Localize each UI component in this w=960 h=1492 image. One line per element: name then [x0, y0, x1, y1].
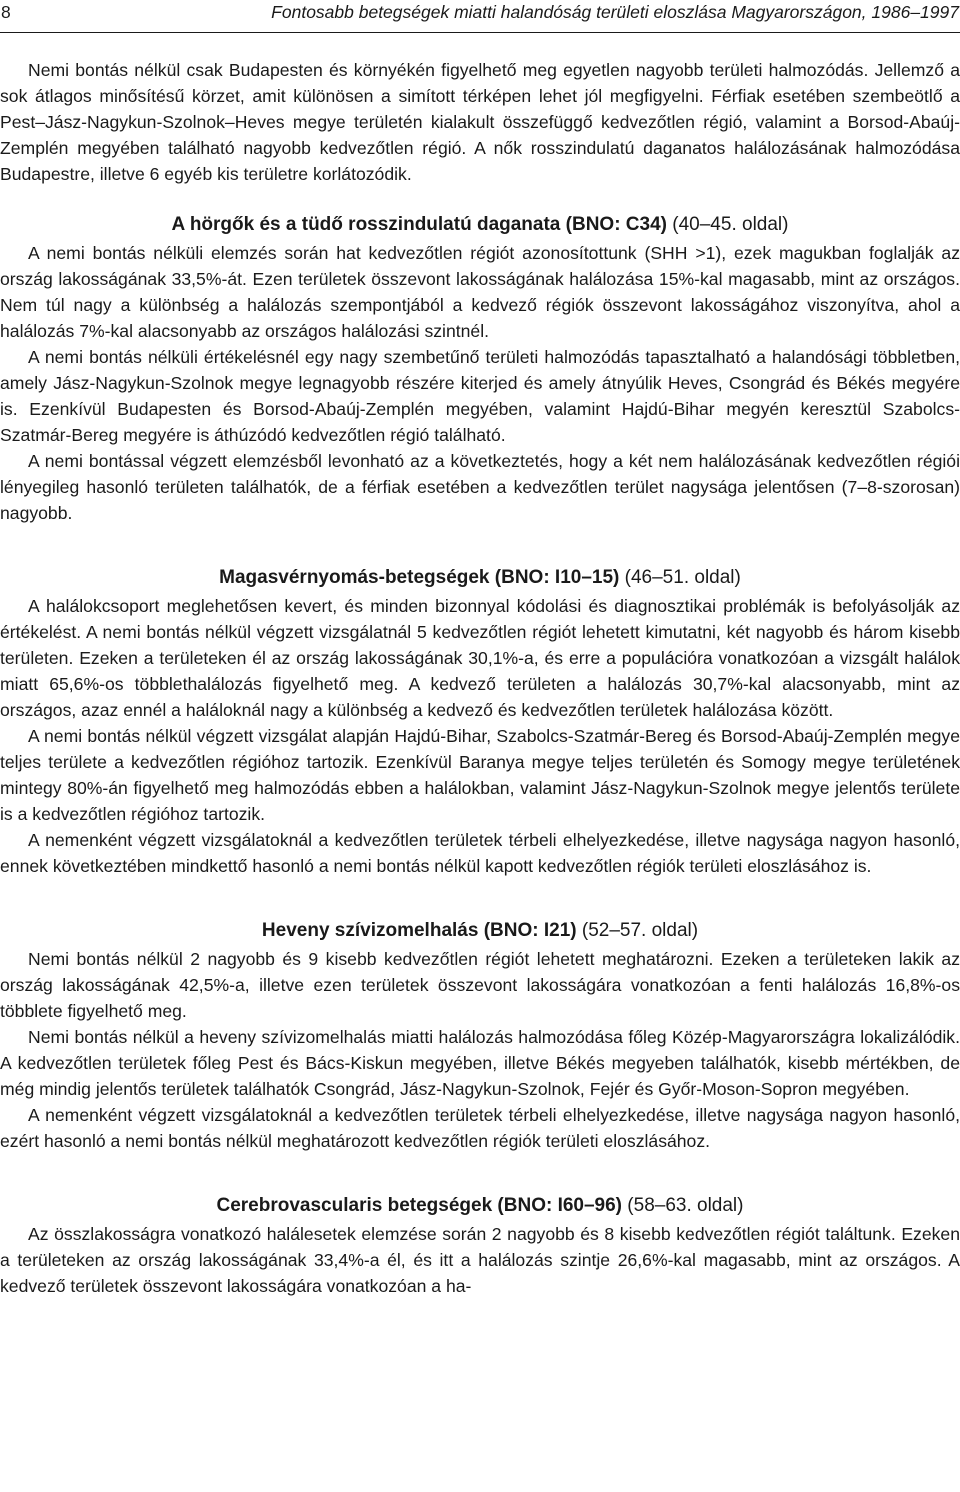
section-title: A hörgők és a tüdő rosszindulatú daganata (BNO: C34) [171, 214, 667, 235]
paragraph: Nemi bontás nélkül a heveny szívizomelhalás miatti halálozás halmozódása főleg Közép-Magyarországra lokalizálódik. A kedvezőtlen területek főleg Pest és Bács-Kiskun megyében, illetve Békés megyeben találhatók, kisebb mértékben, de még mindig jelentős területek találhatók Csongrád, Jász-Nagykun-Szolnok, Fejér és Győr-Moson-Sopron megyében. [0, 1027, 960, 1099]
paragraph: Nemi bontás nélkül 2 nagyobb és 9 kisebb kedvezőtlen régiót lehetett meghatározni. Ezeken a területeken lakik az ország lakosságának 42,5%-a, illetve ezen területek összevont lakosságára vonatkozóan a fenti halálozás 16,8%-os többlete figyelhető meg. [0, 949, 960, 1021]
paragraph: A nemi bontás nélküli értékelésnél egy nagy szembetűnő területi halmozódás tapasztalható a halandósági többletben, amely Jász-Nagykun-Szolnok megye legnagyobb részére kiterjed és amely átnyúlik Heves, Csongrád és Békés megyére is. Ezenkívül Budapesten és Borsod-Abaúj-Zemplén megyében, valamint Hajdú-Bihar megyén keresztül Szabolcs-Szatmár-Bereg megyére is áthúzódó kedvezőtlen régió található. [0, 347, 960, 445]
paragraph: A nemenként végzett vizsgálatoknál a kedvezőtlen területek térbeli elhelyezkedése, illetve nagysága nagyon hasonló, ennek következtében mindkettő hasonló a nemi bontás nélkül kapott kedvezőtlen régiók területi eloszlásához is. [0, 830, 960, 876]
intro-paragraph: Nemi bontás nélkül csak Budapesten és környékén figyelhető meg egyetlen nagyobb területi halmozódás. Jellemző a sok átlagos minősítésű körzet, amit különösen a simított térképen lehet jól megfigyelni. Férfiak esetében szembeötlő a Pest–Jász-Nagykun-Szolnok–Heves megye területén kialakult összefüggő kedvezőtlen régió, valamint a Borsod-Abaúj-Zemplén megyében található nagyobb kedvezőtlen régió. A nők rosszindulatú daganatos halálozásának halmozódása Budapestre, illetve 6 egyéb kis területre korlátozódik. [0, 60, 960, 184]
section-pages: (46–51. oldal) [619, 567, 741, 588]
page-body [0, 57, 960, 1299]
section-heading-cerebrovascular [0, 1193, 960, 1219]
section-title: Magasvérnyomás-betegségek (BNO: I10–15) [219, 567, 620, 588]
section-heading-hypertension [0, 565, 960, 591]
section-pages: (52–57. oldal) [576, 920, 699, 941]
section-heading-lung-cancer [0, 212, 960, 238]
running-header [0, 0, 960, 26]
paragraph: A nemi bontás nélkül végzett vizsgálat alapján Hajdú-Bihar, Szabolcs-Szatmár-Bereg és Borsod-Abaúj-Zemplén megye teljes területe a kedvezőtlen régióhoz tartozik. Ezenkívül Baranya megye teljes területén és Somogy megye területének mintegy 80%-án figyelhető meg halmozódás ebben a halálokban, valamint Jász-Nagykun-Szolnok megye jelentős területe is a kedvezőtlen régióhoz tartozik. [0, 726, 960, 824]
paragraph: A nemenként végzett vizsgálatoknál a kedvezőtlen területek térbeli elhelyezkedése, illetve nagysága nagyon hasonló, ezért hasonló a nemi bontás nélkül meghatározott kedvezőtlen régiók területi eloszlásához. [0, 1105, 960, 1151]
running-title: Fontosabb betegségek miatti halandóság területi eloszlása Magyarországon, 1986–1997 [271, 2, 959, 22]
section-title: Cerebrovascularis betegségek (BNO: I60–96) [216, 1195, 623, 1216]
paragraph: A nemi bontással végzett elemzésből levonható az a következtetés, hogy a két nem halálozásának kedvezőtlen régiói lényegileg hasonló területen találhatók, de a férfiak esetében a kedvezőtlen terület nagysága jelentősen (7–8-szorosan) nagyobb. [0, 451, 960, 523]
section-pages: (40–45. oldal) [667, 214, 789, 235]
paragraph: A nemi bontás nélküli elemzés során hat kedvezőtlen régiót azonosítottunk (SHH >1), ezek magukban foglalják az ország lakosságának 33,5%-át. Ezen területek összevont lakosságának halálozása 15%-kal magasabb, mint az országos. Nem túl nagy a különbség a halálozás szempontjából a kedvező régiók összevont lakosságához viszonyítva, ahol a halálozás 7%-kal alacsonyabb az országos halálozási szintnél. [0, 243, 960, 341]
section-title: Heveny szívizomelhalás (BNO: I21) [261, 920, 577, 941]
page-number: 8 [1, 2, 11, 22]
section-heading-myocardial-infarction [0, 918, 960, 944]
paragraph: Az összlakosságra vonatkozó halálesetek elemzése során 2 nagyobb és 8 kisebb kedvezőtlen régiót találtunk. Ezeken a területeken az ország lakosságának 33,4%-a él, és itt a halálozás szintje 26,6%-kal magasabb, mint az országos. A kedvező területek összevont lakosságára vonatkozóan a ha- [0, 1224, 960, 1296]
paragraph: A halálokcsoport meglehetősen kevert, és minden bizonnyal kódolási és diagnosztikai problémák is befolyásolják az értékelést. A nemi bontás nélkül végzett vizsgálatnál 5 kedvezőtlen régiót lehetett kimutatni, két nagyobb és három kisebb területen. Ezeken a területeken él az ország lakosságának 30,1%-a, és erre a populációra vonatkozóan a vizsgált halálok miatt 65,6%-os többlethalálozás figyelhető meg. A kedvező területen a halálozás 30,7%-kal alacsonyabb, mint az országos, azaz ennél a haláloknál nagy a különbség a kedvező és kedvezőtlen területek halálozása között. [0, 596, 960, 720]
header-rule [0, 32, 960, 33]
section-pages: (58–63. oldal) [622, 1195, 744, 1216]
